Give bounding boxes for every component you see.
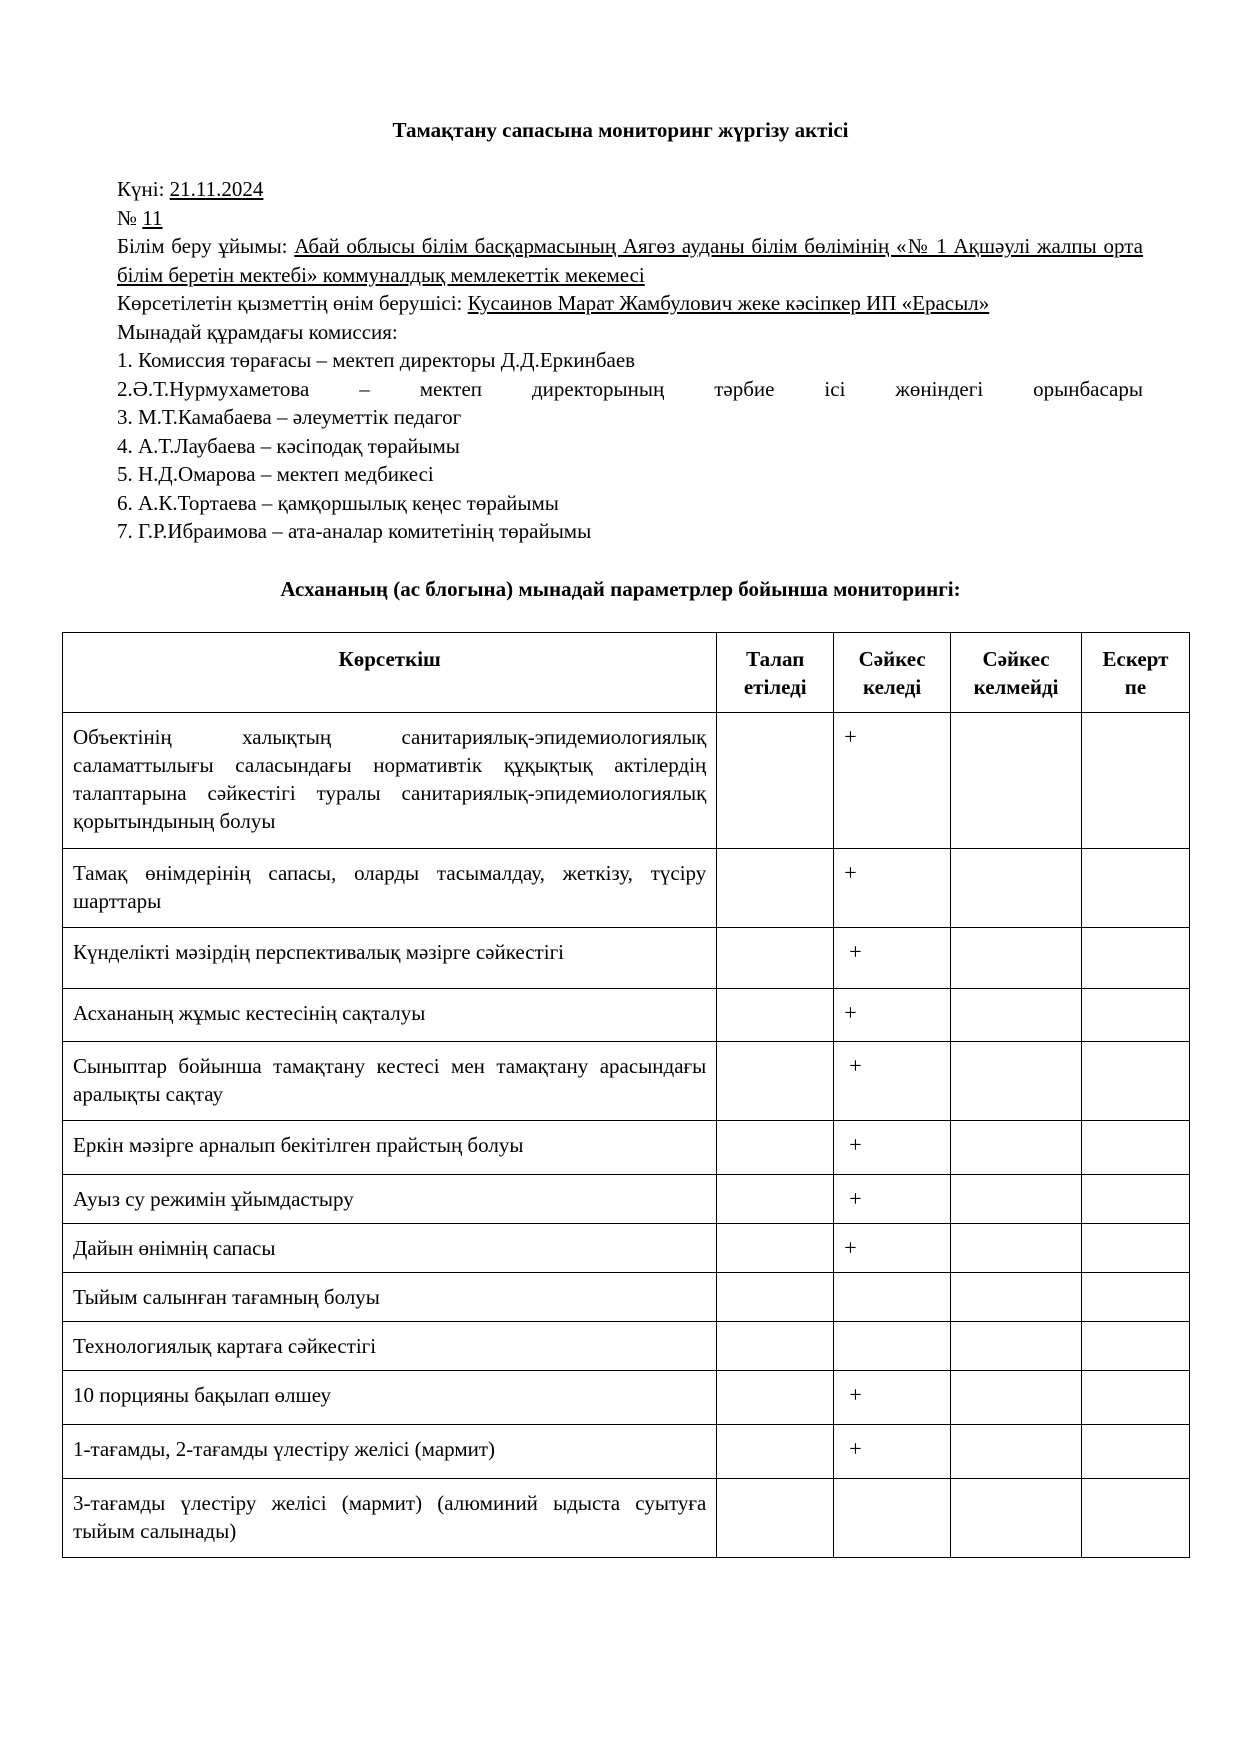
indicator-cell: Дайын өнімнің сапасы xyxy=(63,1224,717,1273)
not-matches-cell xyxy=(951,1224,1082,1273)
table-row xyxy=(63,928,1190,989)
provider-value: Кусаинов Марат Жамбулович жеке кәсіпкер ИП «Ерасыл» xyxy=(467,291,990,315)
not-matches-cell xyxy=(951,849,1082,928)
note-cell xyxy=(1082,849,1190,928)
indicator-cell: Күнделікті мәзірдің перспективалық мәзірге сәйкестігі xyxy=(63,928,717,989)
matches-cell: + xyxy=(834,1371,951,1425)
note-cell xyxy=(1082,1224,1190,1273)
required-cell xyxy=(717,1479,834,1558)
date-value: 21.11.2024 xyxy=(169,177,264,201)
date-line xyxy=(117,175,1143,204)
matches-cell: + xyxy=(834,1175,951,1224)
org-label: Білім беру ұйымы: xyxy=(117,234,295,258)
note-cell xyxy=(1082,1121,1190,1175)
matches-cell xyxy=(834,1273,951,1322)
required-cell xyxy=(717,1121,834,1175)
commission-intro: Мынадай құрамдағы комиссия: xyxy=(117,319,398,344)
not-matches-cell xyxy=(951,928,1082,989)
required-cell xyxy=(717,1224,834,1273)
note-cell xyxy=(1082,989,1190,1042)
table-row xyxy=(63,1371,1190,1425)
not-matches-cell xyxy=(951,1322,1082,1371)
note-cell xyxy=(1082,1479,1190,1558)
required-cell xyxy=(717,713,834,849)
required-cell xyxy=(717,928,834,989)
required-cell xyxy=(717,1371,834,1425)
table-row xyxy=(63,1425,1190,1479)
provider-label: Көрсетілетін қызметтің өнім берушісі: xyxy=(117,291,468,315)
required-cell xyxy=(717,1322,834,1371)
indicator-cell: Тамақ өнімдерінің сапасы, оларды тасымалдау, жеткізу, түсіру шарттары xyxy=(63,849,717,928)
date-label: Күні: xyxy=(117,177,170,201)
table-row xyxy=(63,1224,1190,1273)
header-indicator: Көрсеткіш xyxy=(63,633,717,713)
matches-cell: + xyxy=(834,1425,951,1479)
indicator-cell: Еркін мәзірге арналып бекітілген прайстың болуы xyxy=(63,1121,717,1175)
note-cell xyxy=(1082,1425,1190,1479)
indicator-cell: Объектінің халықтың санитариялық-эпидемиологиялық саламаттылығы саласындағы нормативтік құқықтық актілердің талаптарына сәйкестігі туралы санитариялық-эпидемиологиялық қорытындының болуы xyxy=(63,713,717,849)
matches-cell: + xyxy=(834,1042,951,1121)
not-matches-cell xyxy=(951,1042,1082,1121)
document-title: Тамақтану сапасына мониторинг жүргізу актісі xyxy=(392,118,849,142)
matches-cell: + xyxy=(834,989,951,1042)
required-cell xyxy=(717,1042,834,1121)
required-cell xyxy=(717,1175,834,1224)
not-matches-cell xyxy=(951,989,1082,1042)
not-matches-cell xyxy=(951,1371,1082,1425)
number-value: 11 xyxy=(142,205,163,230)
number-label: № xyxy=(117,205,143,230)
note-cell xyxy=(1082,1175,1190,1224)
commission-member: 2.Ә.Т.Нурмухаметова – мектеп директорының тәрбие ісі жөніндегі орынбасары xyxy=(117,376,1143,401)
note-cell xyxy=(1082,928,1190,989)
table-row xyxy=(63,1479,1190,1558)
commission-member: 3. М.Т.Камабаева – әлеуметтік педагог xyxy=(117,405,462,429)
monitoring-table xyxy=(62,632,1190,1558)
note-cell xyxy=(1082,1273,1190,1322)
indicator-cell: Технологиялық картаға сәйкестігі xyxy=(63,1322,717,1371)
not-matches-cell xyxy=(951,1479,1082,1558)
indicator-cell: Сыныптар бойынша тамақтану кестесі мен тамақтану арасындағы аралықты сақтау xyxy=(63,1042,717,1121)
required-cell xyxy=(717,1273,834,1322)
table-row xyxy=(63,989,1190,1042)
matches-cell: + xyxy=(834,928,951,989)
table-row xyxy=(63,1175,1190,1224)
matches-cell: + xyxy=(834,849,951,928)
note-cell xyxy=(1082,1322,1190,1371)
indicator-cell: Ауыз су режимін ұйымдастыру xyxy=(63,1175,717,1224)
matches-cell xyxy=(834,1322,951,1371)
required-cell xyxy=(717,849,834,928)
indicator-cell: Тыйым салынған тағамның болуы xyxy=(63,1273,717,1322)
matches-cell: + xyxy=(834,1224,951,1273)
table-row xyxy=(63,1273,1190,1322)
not-matches-cell xyxy=(951,1175,1082,1224)
commission-member: 5. Н.Д.Омарова – мектеп медбикесі xyxy=(117,462,434,486)
not-matches-cell xyxy=(951,1121,1082,1175)
header-not-matches: Сәйкес келмейді xyxy=(951,633,1082,713)
org-line xyxy=(117,232,1143,289)
commission-member: 6. А.К.Тортаева – қамқоршылық кеңес төрайымы xyxy=(117,490,559,515)
table-header-row xyxy=(63,633,1190,713)
note-cell xyxy=(1082,1042,1190,1121)
table-subtitle: Асхананың (ас блогына) мынадай параметрлер бойынша мониторингі: xyxy=(280,577,961,601)
required-cell xyxy=(717,1425,834,1479)
commission-member: 4. А.Т.Лаубаева – кәсіподақ төрайымы xyxy=(117,433,460,458)
indicator-cell: 10 порцияны бақылап өлшеу xyxy=(63,1371,717,1425)
header-matches: Сәйкес келеді xyxy=(834,633,951,713)
commission-member: 7. Г.Р.Ибраимова – ата-аналар комитетінің төрайымы xyxy=(117,519,592,543)
header-note: Ескерт пе xyxy=(1082,633,1190,713)
indicator-cell: 1-тағамды, 2-тағамды үлестіру желісі (мармит) xyxy=(63,1425,717,1479)
number-line xyxy=(117,204,1143,233)
table-row xyxy=(63,1121,1190,1175)
note-cell xyxy=(1082,713,1190,849)
provider-line xyxy=(117,289,1143,318)
matches-cell: + xyxy=(834,1121,951,1175)
required-cell xyxy=(717,989,834,1042)
note-cell xyxy=(1082,1371,1190,1425)
indicator-cell: Асхананың жұмыс кестесінің сақталуы xyxy=(63,989,717,1042)
not-matches-cell xyxy=(951,1273,1082,1322)
commission-member: 1. Комиссия төрағасы – мектеп директоры Д.Д.Еркинбаев xyxy=(117,348,636,372)
table-row xyxy=(63,1322,1190,1371)
table-row xyxy=(63,1042,1190,1121)
matches-cell: + xyxy=(834,713,951,849)
header-required: Талап етіледі xyxy=(717,633,834,713)
indicator-cell: 3-тағамды үлестіру желісі (мармит) (алюминий ыдыста суытуға тыйым салынады) xyxy=(63,1479,717,1558)
matches-cell xyxy=(834,1479,951,1558)
org-value: Абай облысы білім басқармасының Аягөз ауданы білім бөлімінің «№ 1 Ақшәулі жалпы орта білім беретін мектебі» коммуналдық мемлекеттік мекемесі xyxy=(117,234,1144,287)
document-header xyxy=(117,175,1143,546)
table-row xyxy=(63,713,1190,849)
not-matches-cell xyxy=(951,713,1082,849)
not-matches-cell xyxy=(951,1425,1082,1479)
table-row xyxy=(63,849,1190,928)
